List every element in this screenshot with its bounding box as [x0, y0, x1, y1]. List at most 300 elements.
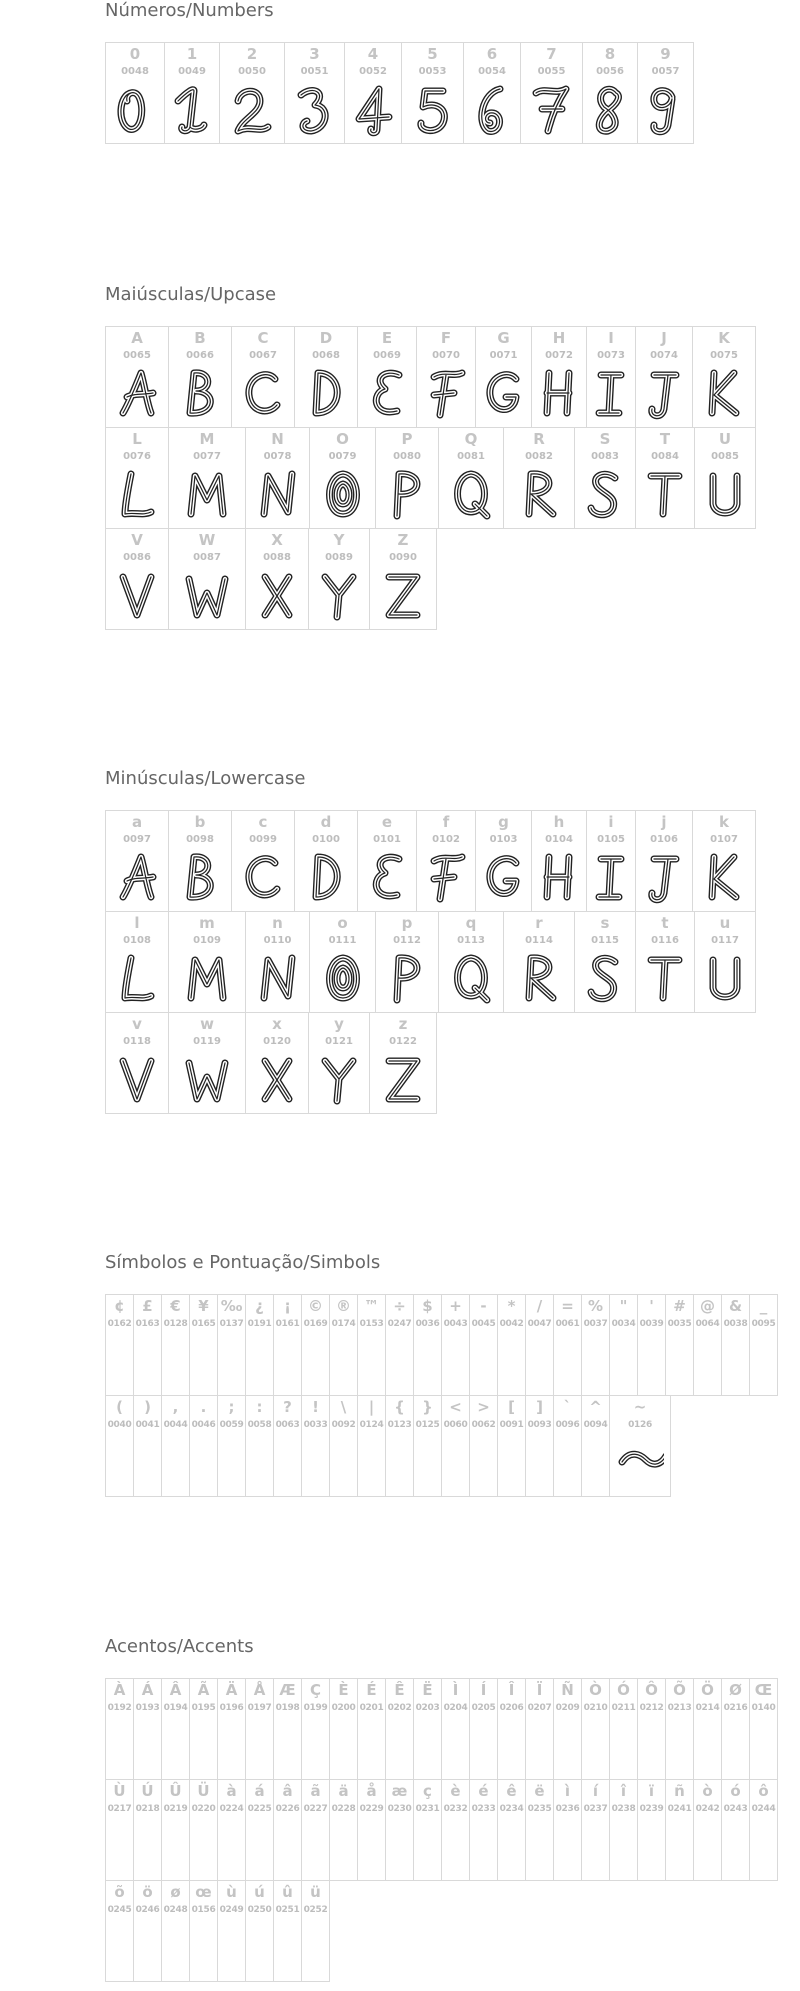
- glyph-char: 3: [309, 45, 320, 63]
- glyph-cell: [375, 427, 439, 529]
- glyph-char: Ú: [141, 1782, 154, 1800]
- glyph-preview: [504, 948, 574, 1008]
- glyph-code: 0109: [193, 935, 221, 946]
- glyph-code: 0093: [527, 1420, 552, 1430]
- glyph-code: 0123: [387, 1420, 412, 1430]
- glyph-char: Ñ: [561, 1681, 574, 1699]
- glyph-code: 0120: [263, 1036, 291, 1047]
- section-symbols: [105, 1252, 795, 1496]
- glyph-cell: [273, 1678, 302, 1780]
- glyph-cell: [581, 1294, 610, 1396]
- glyph-char: Q: [464, 430, 478, 448]
- glyph-code: 0042: [499, 1319, 524, 1329]
- glyph-char: 8: [604, 45, 616, 63]
- glyph-code: 0111: [328, 935, 357, 946]
- glyph-cell: [692, 810, 756, 912]
- glyph-char: 6: [486, 45, 498, 63]
- glyph-cell: [294, 810, 358, 912]
- glyph-cell: [637, 1294, 666, 1396]
- glyph-code: 0071: [489, 350, 518, 361]
- glyph-cell: [441, 1779, 470, 1881]
- glyph-code: 0197: [247, 1703, 272, 1713]
- glyph-cell: [609, 1395, 671, 1497]
- glyph-code: 0058: [247, 1420, 272, 1430]
- glyph-char: +: [449, 1297, 462, 1315]
- glyph-code: 0062: [471, 1420, 496, 1430]
- glyph-cell: [301, 1678, 330, 1780]
- glyph-preview: [106, 847, 168, 907]
- glyph-code: 0069: [373, 350, 401, 361]
- glyph-code: 0098: [186, 834, 214, 845]
- glyph-char: 9: [660, 45, 671, 63]
- glyph-code: 0201: [359, 1703, 384, 1713]
- glyph-char: x: [272, 1015, 282, 1033]
- glyph-char: è: [450, 1782, 461, 1800]
- glyph-char: ú: [254, 1883, 265, 1901]
- glyph-code: 0104: [545, 834, 573, 845]
- glyph-code: 0117: [711, 935, 739, 946]
- glyph-preview: [587, 363, 635, 423]
- glyph-char: œ: [195, 1883, 212, 1901]
- glyph-code: 0089: [325, 552, 353, 563]
- glyph-cell: [503, 427, 575, 529]
- glyph-preview: [169, 363, 231, 423]
- glyph-cell: [531, 810, 587, 912]
- glyph-cell: [609, 1678, 638, 1780]
- glyph-cell: [469, 1678, 498, 1780]
- glyph-cell: [463, 42, 521, 144]
- glyph-char: u: [719, 914, 731, 932]
- glyph-char: }: [422, 1398, 433, 1416]
- glyph-code: 0100: [312, 834, 340, 845]
- glyph-code: 0072: [545, 350, 573, 361]
- glyph-cell: [161, 1678, 190, 1780]
- glyph-cell: [168, 810, 232, 912]
- glyph-cell: [309, 911, 376, 1013]
- glyph-cell: [168, 427, 246, 529]
- glyph-preview: [693, 363, 755, 423]
- glyph-code: 0079: [328, 451, 357, 462]
- glyph-char: L: [132, 430, 142, 448]
- glyph-code: 0056: [596, 66, 624, 77]
- glyph-cell: [385, 1678, 414, 1780]
- glyph-cell: [219, 42, 285, 144]
- glyph-char: Õ: [673, 1681, 686, 1699]
- glyph-code: 0124: [359, 1420, 384, 1430]
- glyph-char: ò: [702, 1782, 713, 1800]
- glyph-code: 0080: [393, 451, 421, 462]
- glyph-cell: [497, 1395, 526, 1497]
- glyph-char: É: [366, 1681, 377, 1699]
- glyph-cell: [553, 1779, 582, 1881]
- glyph-code: 0043: [443, 1319, 468, 1329]
- section-title: Acentos/Accents: [105, 1636, 254, 1657]
- glyph-code: 0038: [723, 1319, 748, 1329]
- glyph-code: 0039: [639, 1319, 664, 1329]
- glyph-code: 0211: [611, 1703, 636, 1713]
- glyph-char: I: [608, 329, 614, 347]
- glyph-code: 0066: [186, 350, 214, 361]
- glyph-code: 0076: [123, 451, 151, 462]
- glyph-cell: [273, 1294, 302, 1396]
- glyph-cell: [531, 326, 587, 428]
- glyph-char: À: [113, 1681, 126, 1699]
- glyph-cell: [168, 326, 232, 428]
- glyph-cell: [441, 1294, 470, 1396]
- glyph-char: Û: [169, 1782, 182, 1800]
- glyph-code: 0085: [711, 451, 739, 462]
- glyph-char: >: [477, 1398, 490, 1416]
- glyph-char: ,: [172, 1398, 179, 1416]
- glyph-code: 0225: [247, 1804, 272, 1814]
- glyph-code: 0116: [651, 935, 679, 946]
- glyph-cell: [637, 1678, 666, 1780]
- glyph-cell: [329, 1678, 358, 1780]
- glyph-code: 0063: [275, 1420, 300, 1430]
- glyph-cell: [586, 810, 636, 912]
- glyph-char: p: [401, 914, 413, 932]
- glyph-code: 0213: [667, 1703, 692, 1713]
- glyph-char: k: [719, 813, 729, 831]
- glyph-cell: [438, 427, 504, 529]
- glyph-char: r: [535, 914, 543, 932]
- glyph-preview: [246, 565, 308, 625]
- glyph-char: N: [271, 430, 284, 448]
- glyph-cell: [475, 810, 532, 912]
- glyph-cell: [105, 42, 165, 144]
- glyph-char: 4: [367, 45, 379, 63]
- glyph-code: 0251: [275, 1905, 300, 1915]
- glyph-preview: [417, 847, 475, 907]
- glyph-code: 0115: [591, 935, 619, 946]
- glyph-char: Ë: [422, 1681, 433, 1699]
- glyph-code: 0140: [751, 1703, 776, 1713]
- glyph-cell: [416, 326, 476, 428]
- glyph-cell: [105, 1779, 134, 1881]
- glyph-code: 0075: [710, 350, 738, 361]
- glyph-char: d: [320, 813, 332, 831]
- glyph-cell: [273, 1880, 302, 1982]
- glyph-char: c: [258, 813, 268, 831]
- glyph-char: Y: [333, 531, 345, 549]
- glyph-cell: [635, 326, 693, 428]
- glyph-cell: [105, 1395, 134, 1497]
- glyph-code: 0241: [667, 1804, 692, 1814]
- glyph-char: £: [142, 1297, 153, 1315]
- glyph-cell: [161, 1395, 190, 1497]
- glyph-char: v: [132, 1015, 142, 1033]
- glyph-char: Í: [480, 1681, 487, 1699]
- glyph-code: 0074: [650, 350, 678, 361]
- glyph-char: \: [340, 1398, 347, 1416]
- glyph-char: (: [116, 1398, 123, 1416]
- glyph-code: 0095: [751, 1319, 776, 1329]
- glyph-code: 0088: [263, 552, 291, 563]
- glyph-code: 0203: [415, 1703, 440, 1713]
- glyph-char: y: [334, 1015, 344, 1033]
- glyph-preview: [575, 948, 635, 1008]
- glyph-code: 0244: [751, 1804, 776, 1814]
- glyph-code: 0229: [359, 1804, 384, 1814]
- glyph-cell: [721, 1294, 750, 1396]
- glyph-preview: [464, 79, 520, 139]
- glyph-preview: [169, 948, 245, 1008]
- glyph-code: 0068: [312, 350, 340, 361]
- glyph-code: 0049: [178, 66, 206, 77]
- glyph-cell: [413, 1779, 442, 1881]
- glyph-code: 0061: [555, 1319, 580, 1329]
- glyph-preview: [246, 1049, 308, 1109]
- glyph-char: Å: [253, 1681, 266, 1699]
- glyph-code: 0194: [163, 1703, 188, 1713]
- glyph-preview: [636, 847, 692, 907]
- glyph-cell: [525, 1779, 554, 1881]
- glyph-cell: [231, 326, 295, 428]
- glyph-cell: [308, 1012, 370, 1114]
- glyph-code: 0204: [443, 1703, 468, 1713]
- glyph-char: `: [563, 1398, 572, 1416]
- glyph-cell: [105, 810, 169, 912]
- glyph-char: ö: [142, 1883, 153, 1901]
- glyph-char: ©: [308, 1297, 323, 1315]
- glyph-grid: [105, 810, 795, 1113]
- glyph-cell: [329, 1395, 358, 1497]
- glyph-cell: [475, 326, 532, 428]
- glyph-char: X: [271, 531, 283, 549]
- glyph-preview: [358, 363, 416, 423]
- glyph-cell: [357, 1678, 386, 1780]
- glyph-char: Œ: [754, 1681, 773, 1699]
- glyph-code: 0107: [710, 834, 738, 845]
- glyph-cell: [574, 911, 636, 1013]
- glyph-cell: [133, 1395, 162, 1497]
- glyph-char: Ù: [113, 1782, 126, 1800]
- glyph-char: D: [319, 329, 333, 347]
- glyph-cell: [469, 1395, 498, 1497]
- glyph-cell: [721, 1779, 750, 1881]
- glyph-cell: [245, 911, 310, 1013]
- glyph-preview: [376, 948, 438, 1008]
- glyph-code: 0046: [191, 1420, 216, 1430]
- glyph-code: 0174: [331, 1319, 356, 1329]
- glyph-char: ?: [283, 1398, 292, 1416]
- glyph-char: €: [170, 1297, 181, 1315]
- glyph-char: R: [533, 430, 545, 448]
- glyph-preview: [106, 79, 164, 139]
- glyph-preview: [169, 464, 245, 524]
- glyph-cell: [309, 427, 376, 529]
- glyph-cell: [245, 1294, 274, 1396]
- glyph-grid: [105, 1678, 795, 1981]
- glyph-cell: [553, 1294, 582, 1396]
- glyph-cell: [553, 1395, 582, 1497]
- glyph-char: m: [199, 914, 215, 932]
- glyph-char: A: [131, 329, 143, 347]
- glyph-cell: [245, 1012, 309, 1114]
- glyph-cell: [413, 1678, 442, 1780]
- glyph-preview: [638, 79, 693, 139]
- glyph-char: ;: [228, 1398, 235, 1416]
- glyph-cell: [133, 1779, 162, 1881]
- glyph-code: 0086: [123, 552, 151, 563]
- glyph-preview: [583, 79, 637, 139]
- glyph-cell: [301, 1779, 330, 1881]
- glyph-char: n: [272, 914, 283, 932]
- glyph-code: 0092: [331, 1420, 356, 1430]
- glyph-cell: [574, 427, 636, 529]
- glyph-char: 1: [186, 45, 198, 63]
- glyph-cell: [133, 1678, 162, 1780]
- glyph-char: W: [198, 531, 216, 549]
- glyph-cell: [635, 810, 693, 912]
- glyph-code: 0193: [135, 1703, 160, 1713]
- glyph-cell: [438, 911, 504, 1013]
- section-lower: [105, 768, 795, 1113]
- glyph-char: ¡: [284, 1297, 291, 1315]
- glyph-char: Ü: [197, 1782, 210, 1800]
- glyph-cell: [301, 1294, 330, 1396]
- glyph-char: 5: [427, 45, 438, 63]
- glyph-code: 0055: [537, 66, 566, 77]
- glyph-cell: [441, 1678, 470, 1780]
- glyph-char: 7: [546, 45, 557, 63]
- glyph-code: 0121: [325, 1036, 353, 1047]
- glyph-code: 0097: [123, 834, 151, 845]
- glyph-cell: [245, 1779, 274, 1881]
- glyph-cell: [375, 911, 439, 1013]
- glyph-cell: [721, 1678, 750, 1780]
- glyph-code: 0242: [695, 1804, 720, 1814]
- glyph-preview: [521, 79, 582, 139]
- glyph-cell: [665, 1779, 694, 1881]
- glyph-char: Ô: [645, 1681, 658, 1699]
- glyph-cell: [189, 1678, 218, 1780]
- glyph-cell: [273, 1779, 302, 1881]
- glyph-char: b: [194, 813, 206, 831]
- glyph-char: i: [608, 813, 614, 831]
- glyph-code: 0122: [389, 1036, 417, 1047]
- glyph-char: V: [131, 531, 143, 549]
- glyph-char: ¿: [255, 1297, 264, 1315]
- glyph-cell: [503, 911, 575, 1013]
- glyph-cell: [105, 326, 169, 428]
- glyph-char: C: [257, 329, 269, 347]
- glyph-char: ™: [364, 1297, 379, 1315]
- glyph-code: 0110: [263, 935, 292, 946]
- glyph-char: ù: [226, 1883, 237, 1901]
- glyph-cell: [635, 911, 695, 1013]
- section-numbers: [105, 0, 795, 143]
- glyph-preview: [504, 464, 574, 524]
- glyph-preview: [370, 1049, 436, 1109]
- glyph-char: 0: [129, 45, 141, 63]
- section-accents: [105, 1636, 795, 1981]
- glyph-char: ø: [170, 1883, 181, 1901]
- glyph-code: 0234: [499, 1804, 524, 1814]
- glyph-char: Ã: [197, 1681, 210, 1699]
- glyph-preview: [476, 847, 531, 907]
- glyph-cell: [553, 1678, 582, 1780]
- glyph-code: 0196: [219, 1703, 244, 1713]
- glyph-code: 0081: [457, 451, 485, 462]
- glyph-char: à: [226, 1782, 237, 1800]
- glyph-char: Ö: [701, 1681, 714, 1699]
- glyph-char: .: [200, 1398, 207, 1416]
- glyph-cell: [245, 427, 310, 529]
- glyph-preview: [295, 847, 357, 907]
- glyph-preview: [232, 363, 294, 423]
- glyph-code: 0036: [415, 1319, 440, 1329]
- glyph-char: 2: [246, 45, 258, 63]
- glyph-code: 0082: [525, 451, 553, 462]
- glyph-code: 0163: [135, 1319, 160, 1329]
- section-title: Números/Numbers: [105, 0, 274, 21]
- glyph-char: g: [498, 813, 509, 831]
- glyph-cell: [189, 1880, 218, 1982]
- glyph-code: 0040: [107, 1420, 132, 1430]
- glyph-cell: [189, 1779, 218, 1881]
- glyph-cell: [609, 1779, 638, 1881]
- glyph-char: ‰: [220, 1297, 243, 1315]
- glyph-cell: [301, 1395, 330, 1497]
- glyph-char: &: [728, 1297, 743, 1315]
- glyph-char: ®: [336, 1297, 351, 1315]
- glyph-code: 0070: [432, 350, 460, 361]
- glyph-char: Æ: [279, 1681, 296, 1699]
- glyph-cell: [168, 528, 246, 630]
- glyph-cell: [497, 1779, 526, 1881]
- glyph-code: 0054: [478, 66, 506, 77]
- glyph-code: 0037: [583, 1319, 608, 1329]
- glyph-char: Ì: [452, 1681, 459, 1699]
- glyph-char: ó: [730, 1782, 741, 1800]
- glyph-char: Á: [141, 1681, 154, 1699]
- glyph-code: 0216: [723, 1703, 748, 1713]
- glyph-char: ì: [564, 1782, 571, 1800]
- glyph-cell: [189, 1395, 218, 1497]
- glyph-char: *: [507, 1297, 516, 1315]
- glyph-cell: [385, 1395, 414, 1497]
- glyph-code: 0137: [219, 1319, 244, 1329]
- glyph-preview: [295, 363, 357, 423]
- glyph-cell: [284, 42, 345, 144]
- glyph-cell: [609, 1294, 638, 1396]
- glyph-cell: [637, 42, 694, 144]
- glyph-char: H: [552, 329, 566, 347]
- glyph-char: j: [661, 813, 667, 831]
- glyph-char: q: [465, 914, 477, 932]
- glyph-code: 0217: [107, 1804, 132, 1814]
- glyph-cell: [329, 1779, 358, 1881]
- glyph-preview: [636, 363, 692, 423]
- glyph-code: 0235: [527, 1804, 552, 1814]
- glyph-preview: [636, 464, 694, 524]
- glyph-cell: [161, 1779, 190, 1881]
- glyph-preview: [169, 847, 231, 907]
- glyph-char: Ä: [225, 1681, 238, 1699]
- glyph-code: 0099: [249, 834, 277, 845]
- glyph-char: ã: [310, 1782, 321, 1800]
- glyph-cell: [189, 1294, 218, 1396]
- glyph-code: 0102: [432, 834, 460, 845]
- glyph-preview: [695, 464, 755, 524]
- glyph-preview: [693, 847, 755, 907]
- glyph-code: 0103: [489, 834, 518, 845]
- glyph-cell: [525, 1395, 554, 1497]
- glyph-cell: [273, 1395, 302, 1497]
- glyph-cell: [520, 42, 583, 144]
- glyph-cell: [413, 1294, 442, 1396]
